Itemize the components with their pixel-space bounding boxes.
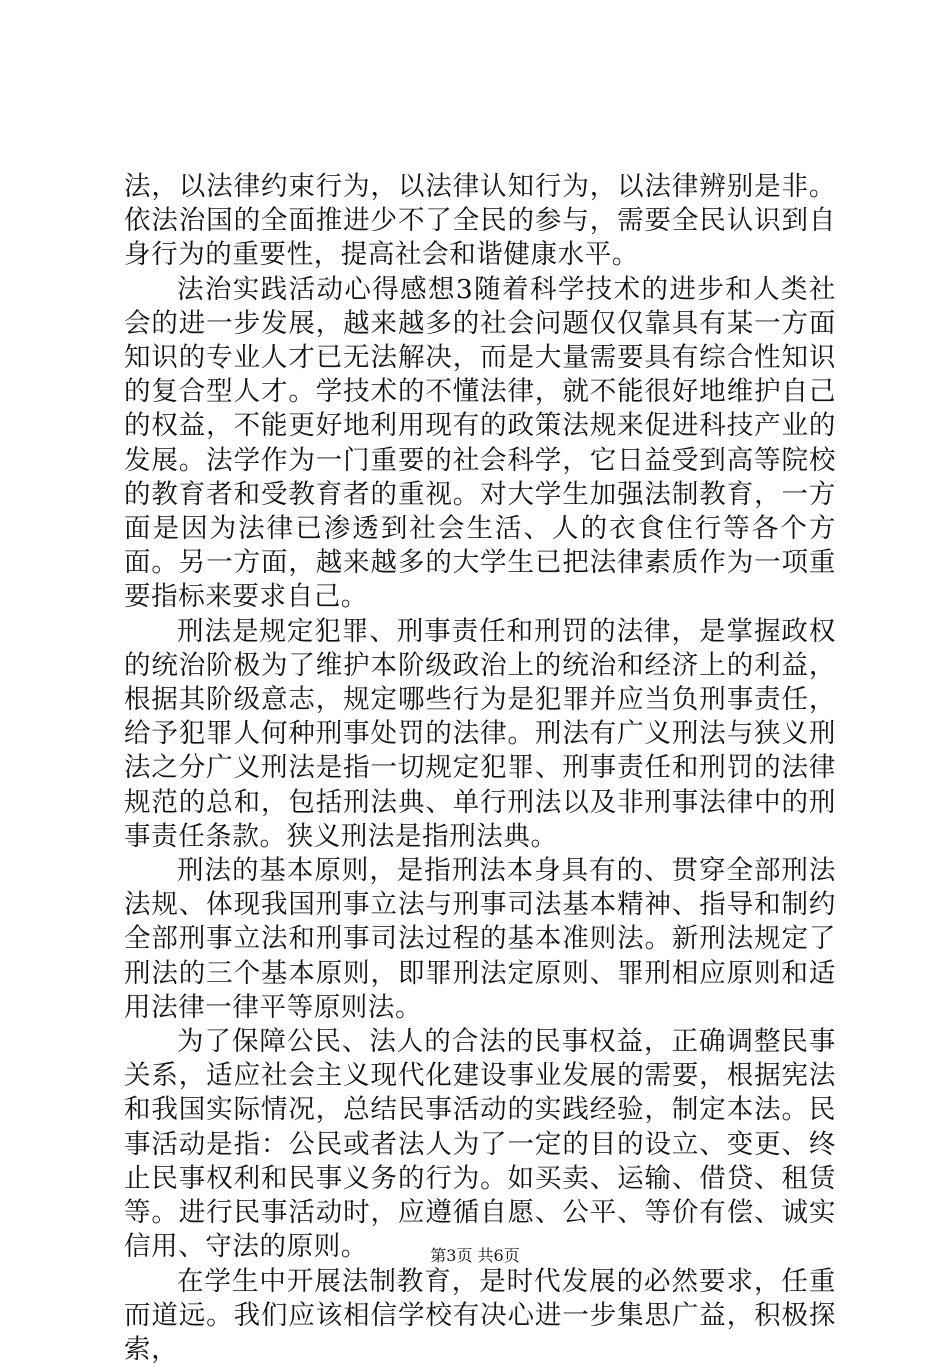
paragraph-continuation: 法，以法律约束行为，以法律认知行为，以法律辨别是非。依法治国的全面推进少不了全民的参与，需要全民认识到自身行为的重要性，提高社会和谐健康水平。 <box>124 170 836 273</box>
paragraph-legal-education: 在学生中开展法制教育，是时代发展的必然要求，任重而道远。我们应该相信学校有决心进一步集思广益，积极探索， <box>124 1265 836 1367</box>
paragraph-criminal-law-principles: 刑法的基本原则，是指刑法本身具有的、贯穿全部刑法法规、体现我国刑事立法与刑事司法基本精神、指导和制约全部刑事立法和刑事司法过程的基本准则法。新刑法规定了刑法的三个基本原则，即罪刑法定原则、罪刑相应原则和适用法律一律平等原则法。 <box>124 854 836 1025</box>
document-body <box>124 170 836 1367</box>
page-number: 第3页 共6页 <box>0 1246 950 1266</box>
paragraph-civil-law: 为了保障公民、法人的合法的民事权益，正确调整民事关系，适应社会主义现代化建设事业发展的需要，根据宪法和我国实际情况，总结民事活动的实践经验，制定本法。民事活动是指：公民或者法人为了一定的目的设立、变更、终止民事权利和民事义务的行为。如买卖、运输、借贷、租赁等。进行民事活动时，应遵循自愿、公平、等价有偿、诚实信用、守法的原则。 <box>124 1025 836 1264</box>
paragraph-criminal-law: 刑法是规定犯罪、刑事责任和刑罚的法律，是掌握政权的统治阶极为了维护本阶级政治上的统治和经济上的利益，根据其阶级意志，规定哪些行为是犯罪并应当负刑事责任，给予犯罪人何种刑事处罚的法律。刑法有广义刑法与狭义刑法之分广义刑法是指一切规定犯罪、刑事责任和刑罚的法律规范的总和，包括刑法典、单行刑法以及非刑事法律中的刑事责任条款。狭义刑法是指刑法典。 <box>124 615 836 854</box>
paragraph-law-practice: 法治实践活动心得感想3随着科学技术的进步和人类社会的进一步发展，越来越多的社会问题仅仅靠具有某一方面知识的专业人才已无法解决，而是大量需要具有综合性知识的复合型人才。学技术的不懂法律，就不能很好地维护自己的权益，不能更好地利用现有的政策法规来促进科技产业的发展。法学作为一门重要的社会科学，它日益受到高等院校的教育者和受教育者的重视。对大学生加强法制教育，一方面是因为法律已渗透到社会生活、人的衣食住行等各个方面。另一方面，越来越多的大学生已把法律素质作为一项重要指标来要求自己。 <box>124 273 836 615</box>
